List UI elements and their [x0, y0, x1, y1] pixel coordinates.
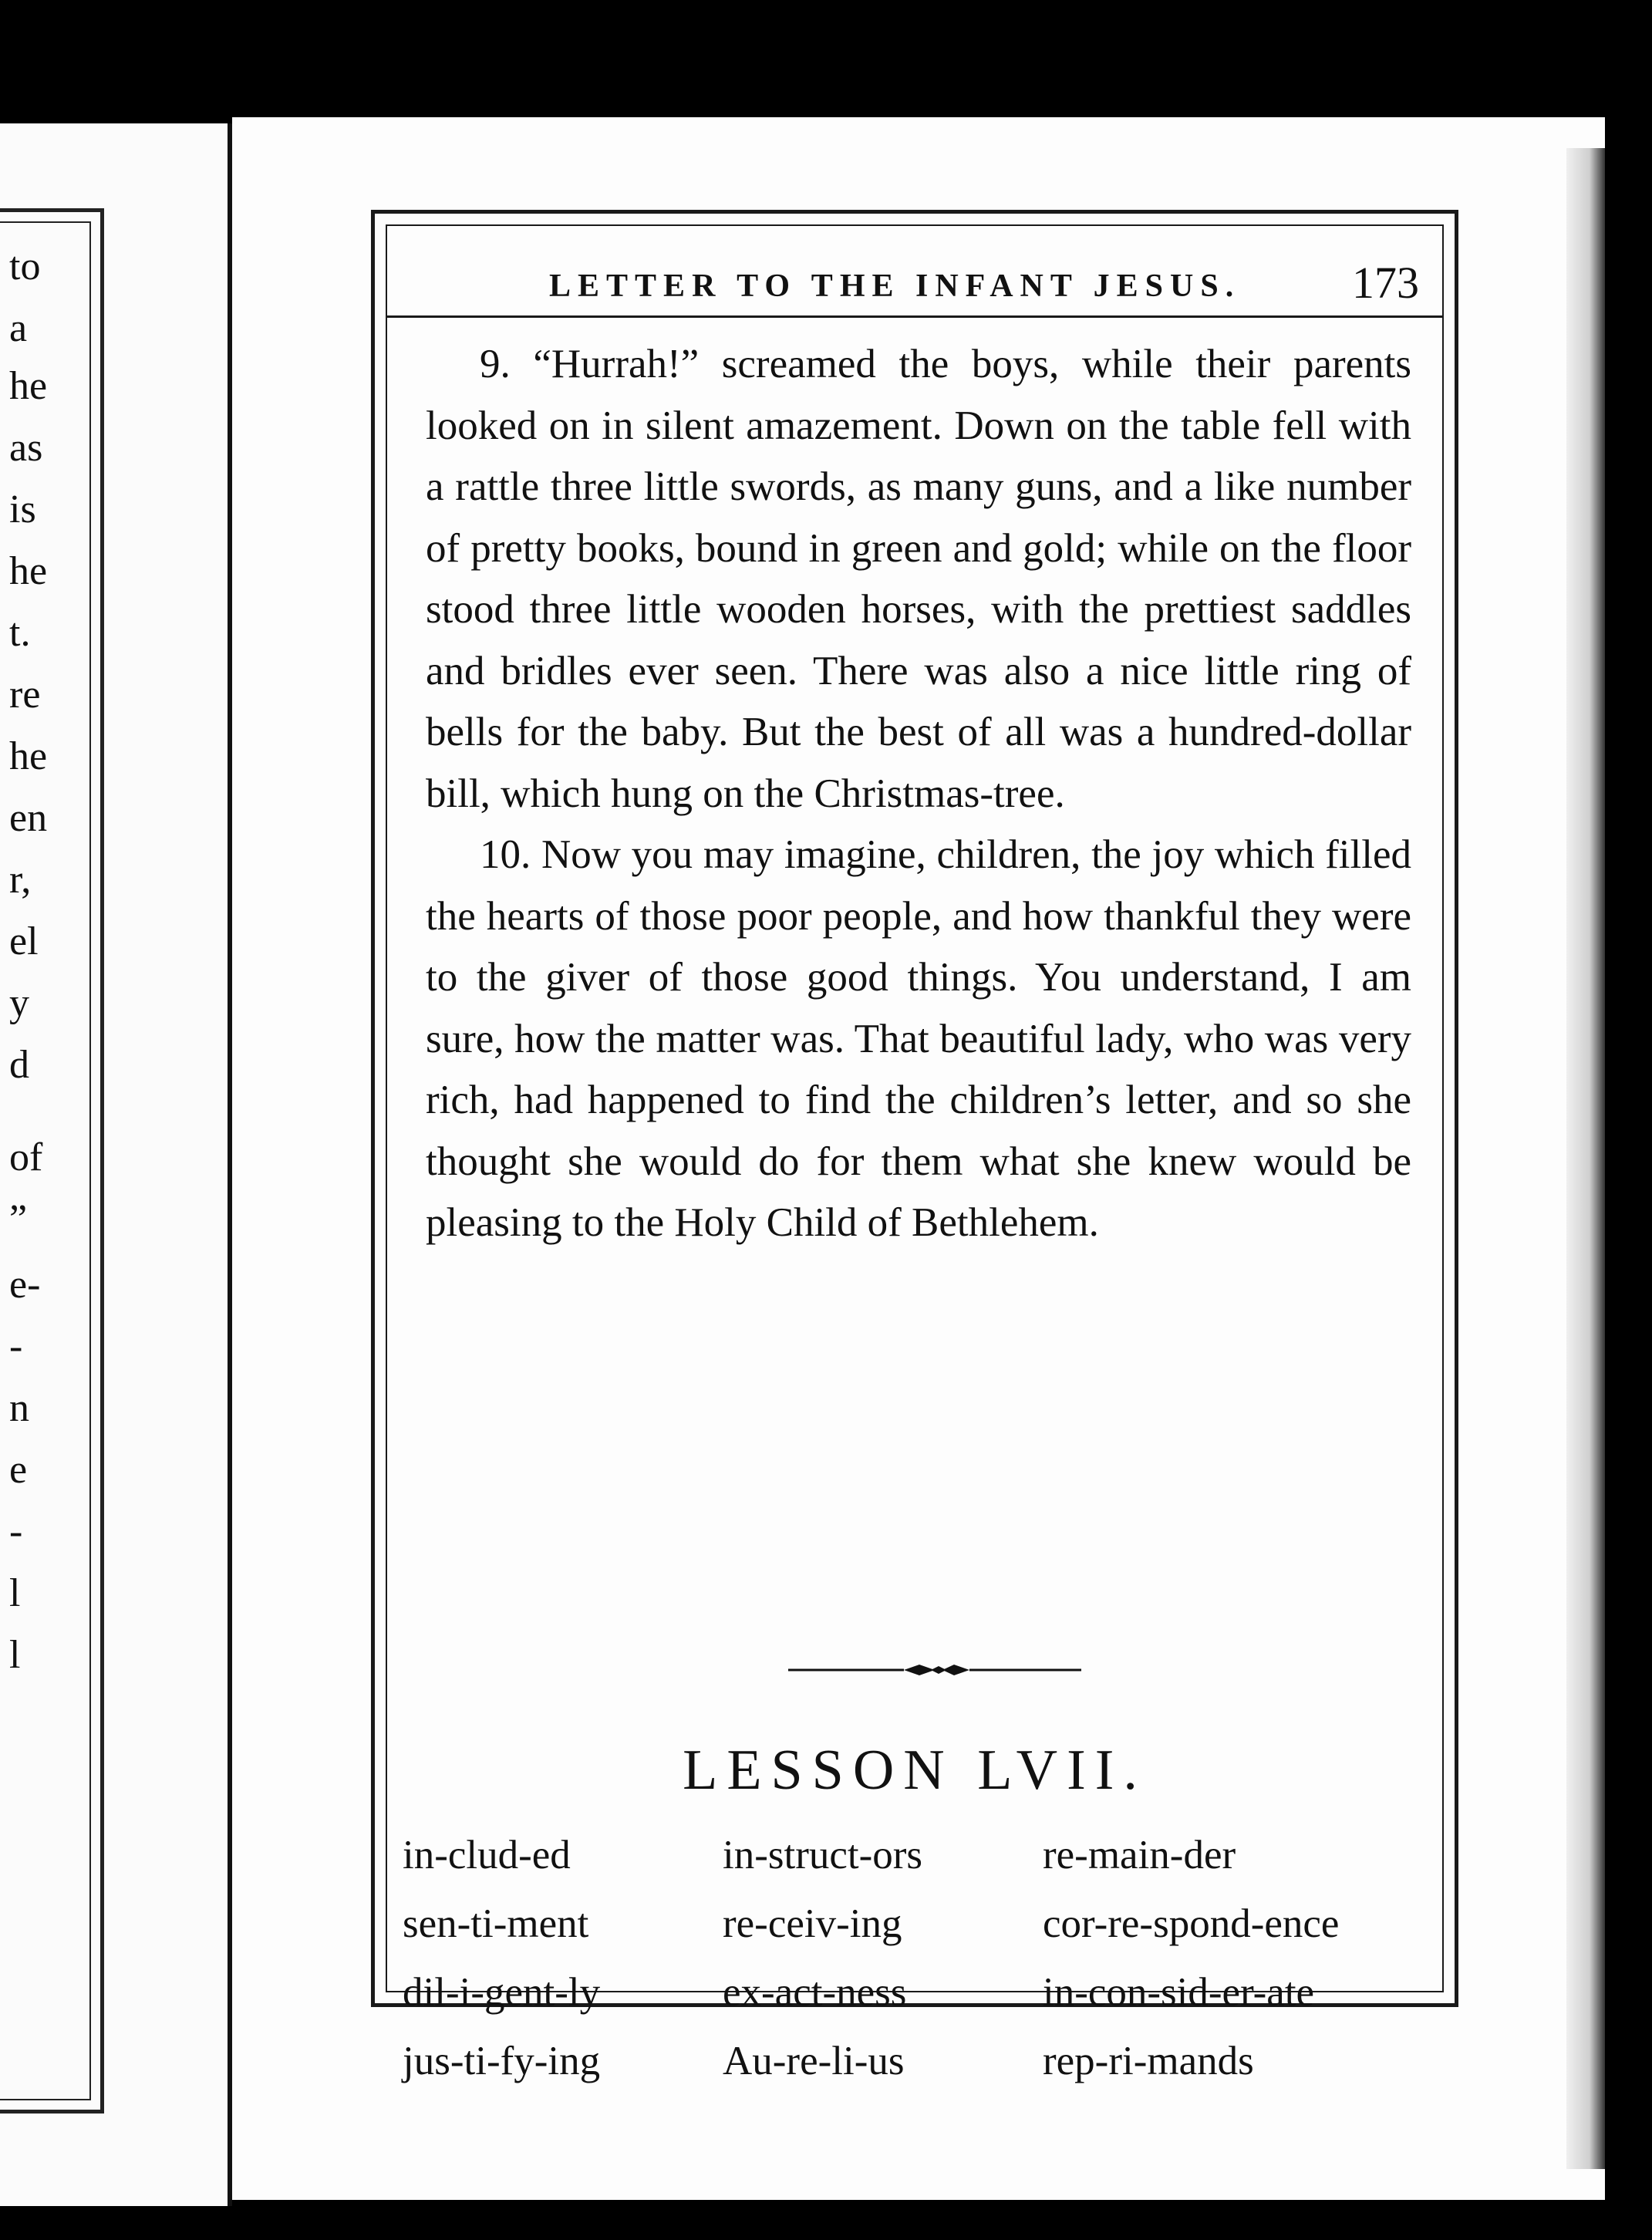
- previous-page-fragment: d: [9, 1043, 29, 1087]
- previous-page-fragment: t.: [9, 611, 31, 655]
- paragraph-10: 10. Now you may imagine, children, the joy which filled the hearts of those poor people, and how thankful they were to the giver of those good things. You understand, I am sure, how the matter was. That beautiful lady, who was very rich, had happened to find the children’s letter, and so she thought she would do for them what she knew would be pleasing to the Holy Child of Bethlehem.: [426, 832, 1411, 1245]
- previous-page-fragment: el: [9, 919, 39, 963]
- running-head: [387, 254, 1442, 318]
- spelling-word-list: [403, 1823, 1427, 2094]
- previous-page-fragment: l: [9, 1571, 21, 1615]
- spelling-word: in-clud-ed: [403, 1833, 571, 1877]
- spelling-word: in-struct-ors: [723, 1833, 923, 1877]
- spelling-word: dil-i-gent-ly: [403, 1970, 601, 2015]
- spelling-word: jus-ti-fy-ing: [403, 2039, 601, 2083]
- ornament-divider: [788, 1661, 1081, 1679]
- previous-page-fragment: of: [9, 1135, 43, 1179]
- previous-page-fragment: -: [9, 1324, 23, 1368]
- spelling-word: in-con-sid-er-ate: [1043, 1970, 1315, 2015]
- previous-page-fragment: re: [9, 673, 41, 717]
- spelling-word: sen-ti-ment: [403, 1901, 589, 1946]
- spelling-word: re-ceiv-ing: [723, 1901, 902, 1946]
- page-number: 173: [1352, 258, 1419, 308]
- paragraph-9: 9. “Hurrah!” screamed the boys, while their parents looked on in silent amazement. Down on the table fell with a rattle three little swords, as many guns, and a like number of pretty books, bound in green and gold; while on the floor stood three little wooden horses, with the prettiest saddles and bridles ever seen. There was also a nice little ring of bells for the baby. But the best of all was a hundred-dollar bill, which hung on the Christmas-tree.: [426, 342, 1411, 816]
- book-page: [232, 117, 1605, 2200]
- previous-page-fragment: n: [9, 1386, 29, 1430]
- previous-page-fragment: is: [9, 487, 36, 531]
- previous-page-fragment: he: [9, 734, 48, 778]
- previous-page-fragment: l: [9, 1633, 21, 1677]
- previous-page-fragment: ”: [9, 1197, 28, 1241]
- spelling-word: rep-ri-mands: [1043, 2039, 1254, 2083]
- spelling-word: cor-re-spond-ence: [1043, 1901, 1340, 1946]
- body-text: [426, 334, 1411, 1254]
- page-frame: [371, 210, 1458, 2083]
- previous-page-fragment: e-: [9, 1263, 41, 1307]
- previous-page-fragment: en: [9, 796, 48, 840]
- spelling-word: Au-re-li-us: [723, 2039, 905, 2083]
- previous-page-fragment: a: [9, 306, 28, 350]
- previous-page: [0, 123, 232, 2206]
- page-edge: [1566, 148, 1605, 2169]
- page-frame-inner: [386, 224, 1444, 2083]
- previous-page-fragment: -: [9, 1510, 23, 1553]
- spelling-word: ex-act-ness: [723, 1970, 907, 2015]
- running-head-title: LETTER TO THE INFANT JESUS.: [549, 268, 1241, 304]
- previous-page-fragment: e: [9, 1448, 28, 1492]
- spelling-word: re-main-der: [1043, 1833, 1236, 1877]
- previous-page-fragment: he: [9, 364, 48, 408]
- previous-page-fragment: he: [9, 549, 48, 593]
- previous-page-fragment: y: [9, 981, 29, 1025]
- lesson-title: LESSON LVII.: [683, 1739, 1147, 1802]
- previous-page-fragment: to: [9, 245, 41, 288]
- previous-page-fragment: r,: [9, 858, 32, 902]
- previous-page-fragment: as: [9, 426, 43, 470]
